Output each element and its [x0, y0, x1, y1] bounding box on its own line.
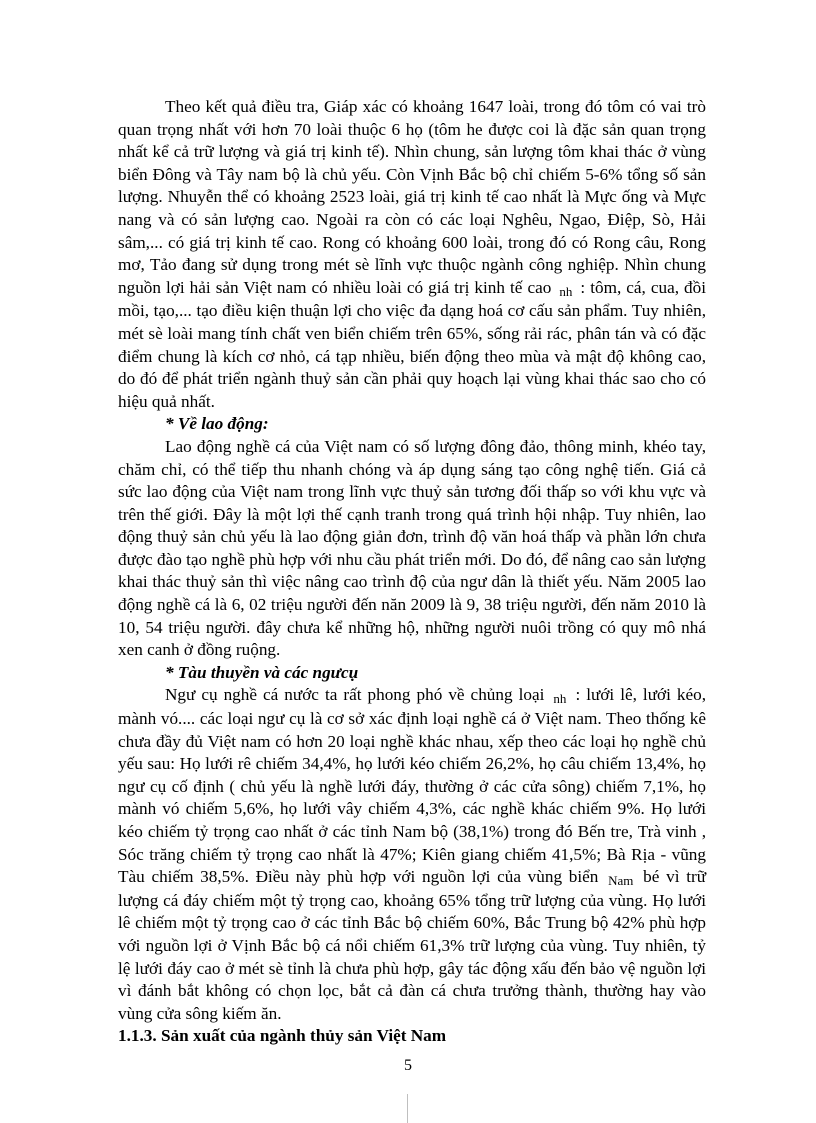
paragraph-resources-text-2: : tôm, cá, cua, đồi mồi, tạo,... tạo điều kiện thuận lợi cho việc đa dạng hoá cơ cấu sản phẩm. Tuy nhiên, mét sè loài mang tính chất ven biển chiếm trên 65%, sống rải rác, phân tán và có đặc điểm chung là kích cơ nhỏ, cá tạp nhiều, biến động theo mùa và mật độ không cao, do đó để phát triển ngành thuỷ sản cần phải quy hoạch lại vùng khai thác sao cho có hiệu quả nhất.: [118, 277, 707, 411]
heading-labor: * Về lao động:: [165, 414, 269, 434]
subscript-note: nh: [553, 691, 567, 707]
paragraph-fishing-gear: [118, 684, 706, 1025]
paragraph-resources: [118, 96, 706, 413]
subscript-note: nh: [559, 283, 573, 299]
paragraph-gear-text-2: : lưới lê, lưới kéo, mành vó.... các loại ngư cụ là cơ sở xác định loại nghề cá ở Việt nam. Theo thống kê chưa đầy đủ Việt nam có hơn 20 loại nghề khác nhau, xếp theo các loại họ nghề chủ yếu sau: Họ lưới rê chiếm 34,4%, họ lưới kéo chiếm 26,2%, họ câu chiếm 13,4%, họ ngư cụ cố định ( chủ yếu là nghề lưới đáy, thường ở các cửa sông) chiếm 7,1%, họ mành vó chiếm 5,6%, họ lưới vây chiếm 4,3%, các nghề khác chiếm 9%. Họ lưới kéo chiếm tỷ trọng cao nhất ở các tỉnh Nam bộ (38,1%) trong đó Bến tre, Trà vinh , Sóc trăng chiếm tỷ trọng cao nhất là 47%; Kiên giang chiếm 41,5%; Bà Rịa - vũng Tàu chiếm 38,5%. Điều này phù hợp với nguồn lợi của vùng biển: [118, 685, 707, 887]
footer-divider: [407, 1094, 408, 1123]
subscript-note: Nam: [608, 873, 634, 889]
page-number: 5: [404, 1057, 412, 1074]
paragraph-resources-text-1: Theo kết quả điều tra, Giáp xác có khoảng 1647 loài, trong đó tôm có vai trò quan trọng nhất với hơn 70 loài thuộc 6 họ (tôm he được coi là đặc sản quan trọng nhất kể cả trữ lượng và giá trị kinh tế). Nhìn chung, sản lượng tôm khai thác ở vùng biển Đông và Tây nam bộ là chủ yếu. Còn Vịnh Bắc bộ chỉ chiếm 5-6% tổng số sản lượng. Nhuyễn thể có khoảng 2523 loài, giá trị kinh tế cao nhất là Mực ống và Mực nang và có sản lượng cao. Ngoài ra còn có các loại Nghêu, Ngao, Điệp, Sò, Hải sâm,... có giá trị kinh tế cao. Rong có khoảng 600 loài, trong đó có Rong câu, Rong mơ, Tảo đang sử dụng trong mét sè lĩnh vực thuộc ngành công nghiệp. Nhìn chung nguồn lợi hải sản Việt nam có nhiều loài có giá trị kinh tế cao: [118, 97, 706, 297]
paragraph-gear-text-1: Ngư cụ nghề cá nước ta rất phong phó về chủng loại: [165, 685, 545, 705]
paragraph-gear-text-3: bé vì trữ lượng cá đáy chiếm một tỷ trọng cao, khoảng 65% tổng trữ lượng của vùng. Họ lưới lê chiếm một tỷ trọng cao ở các tỉnh Bắc bộ chiếm 60%, Bắc Trung bộ 42% phù hợp với nguồn lợi ở Vịnh Bắc bộ cá nổi chiếm 61,3% trữ lượng của vùng. Tuy nhiên, tỷ lệ lưới đáy cao ở mét sè tỉnh là chưa phù hợp, gây tác động xấu đến bảo vệ nguồn lợi vì đánh bắt không có chọn lọc, bắt cả đàn cá chưa trưởng thành, thường hay vào vùng cửa sông kiếm ăn.: [118, 867, 707, 1023]
heading-boats-gear: * Tàu thuyền và các ngưcụ: [165, 662, 359, 682]
section-heading: 1.1.3. Sản xuất của ngành thủy sản Việt Nam: [118, 1026, 447, 1046]
page-content: [118, 96, 706, 1048]
paragraph-labor: Lao động nghề cá của Việt nam có số lượng đông đảo, thông minh, khéo tay, chăm chỉ, có thể tiếp thu nhanh chóng và áp dụng sáng tạo công nghệ tiến. Giá cả sức lao động của Việt nam trong lĩnh vực thuỷ sản tương đối thấp so với khu vực và trên thế giới. Đây là một lợi thế cạnh tranh trong quá trình hội nhập. Tuy nhiên, lao động thuỷ sản chủ yếu là lao động giản đơn, trình độ văn hoá thấp và phần lớn chưa được đào tạo nghề phù hợp với nhu cầu phát triển mới. Do đó, để nâng cao sản lượng khai thác thuỷ sản thì việc nâng cao trình độ của ngư dân là thiết yếu. Năm 2005 lao động nghề cá là 6, 02 triệu người đến năn 2009 là 9, 38 triệu người, đến năm 2010 là 10, 54 triệu người. đây chưa kể những hộ, những người nuôi trồng có quy mô nhá xen canh ở đồng ruộng.: [118, 436, 706, 660]
